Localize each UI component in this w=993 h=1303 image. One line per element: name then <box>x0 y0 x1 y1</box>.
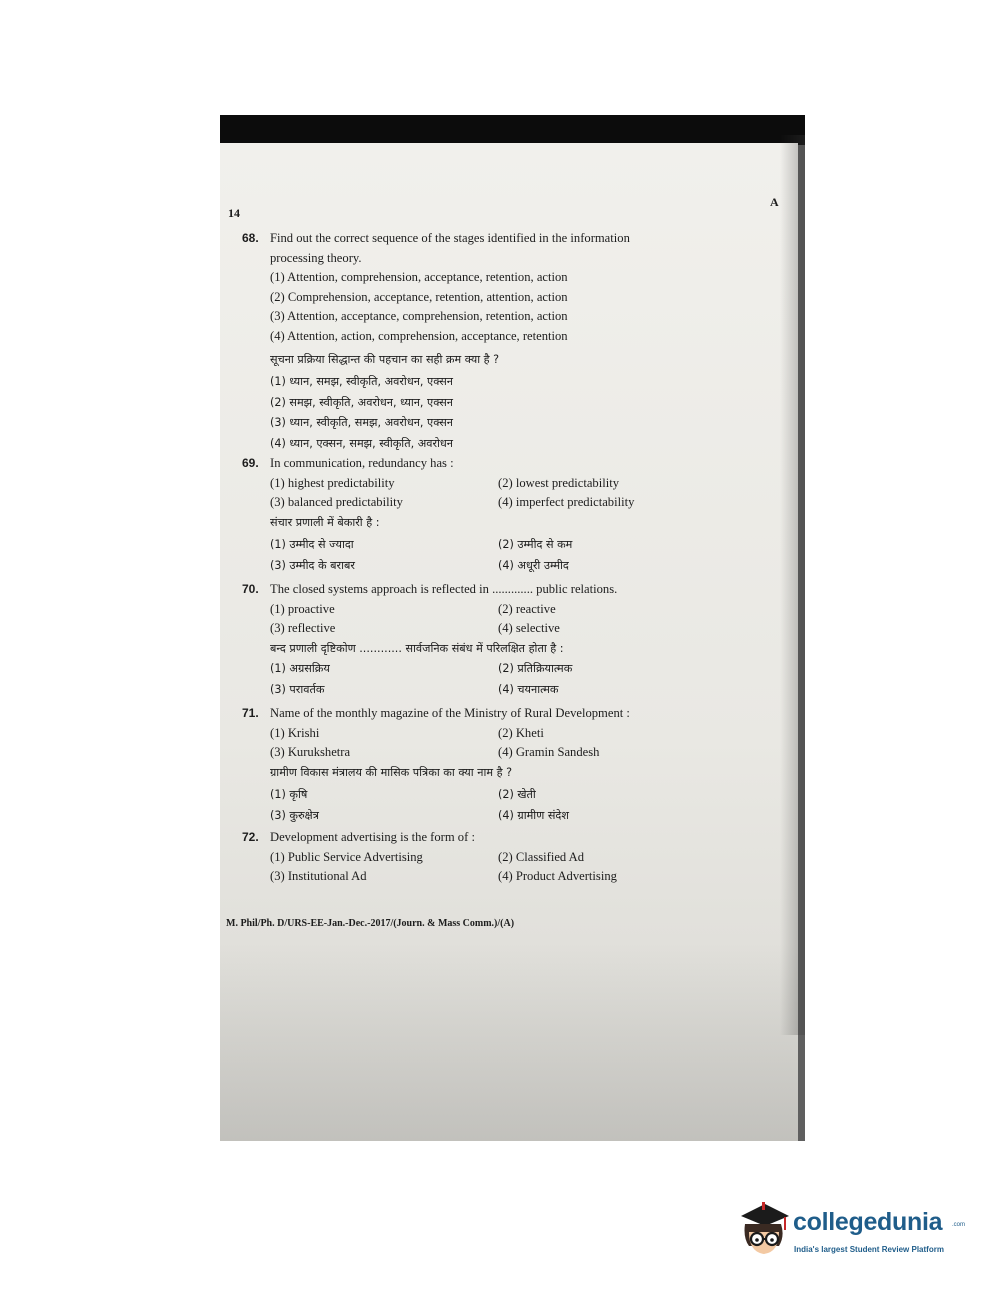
scanned-page-photo <box>220 115 805 1141</box>
question-70 <box>242 580 772 700</box>
question-number: 69. <box>242 456 259 470</box>
option-hi: (1) कृषि <box>270 788 308 802</box>
question-text-en: Name of the monthly magazine of the Ministry of Rural Development : <box>270 706 630 720</box>
question-72 <box>242 828 772 887</box>
question-text-en: Development advertising is the form of : <box>270 830 475 844</box>
option-hi: (3) ध्यान, स्वीकृति, समझ, अवरोधन, एक्सन <box>270 416 454 430</box>
option-en: (4) Product Advertising <box>498 869 617 884</box>
question-69 <box>242 454 772 576</box>
option-en: (1) Krishi <box>270 725 320 740</box>
option-en: (2) lowest predictability <box>498 475 620 490</box>
option-hi: (3) कुरुक्षेत्र <box>270 808 319 822</box>
option-en: (3) reflective <box>270 621 336 636</box>
option-en: (3) balanced predictability <box>270 495 403 510</box>
question-text-hi: सूचना प्रक्रिया सिद्धान्त की पहचान का सही क्रम क्या है ? <box>270 352 500 366</box>
option-en: (3) Attention, acceptance, comprehension, retention, action <box>270 309 568 324</box>
option-hi: (3) उम्मीद के बराबर <box>270 558 355 572</box>
question-text-hi: बन्द प्रणाली दृष्टिकोण ............ सार्वजनिक संबंध में परिलक्षित होता है : <box>270 641 564 655</box>
option-hi: (3) परावर्तक <box>270 682 325 696</box>
option-en: (2) Comprehension, acceptance, retention, attention, action <box>270 289 568 304</box>
option-hi: (2) खेती <box>498 788 536 802</box>
option-en: (1) Public Service Advertising <box>270 849 423 864</box>
option-hi: (4) अधूरी उम्मीद <box>498 558 569 572</box>
option-en: (2) reactive <box>498 601 556 616</box>
logo-suffix: .com <box>952 1222 966 1228</box>
option-en: (1) proactive <box>270 601 335 616</box>
option-hi: (2) उम्मीद से कम <box>498 538 573 552</box>
series-letter: A <box>770 195 779 209</box>
option-en: (3) Kurukshetra <box>270 745 351 760</box>
page-curl-shadow <box>780 135 805 1035</box>
option-hi: (2) समझ, स्वीकृति, अवरोधन, ध्यान, एक्सन <box>270 395 454 409</box>
question-text-en: In communication, redundancy has : <box>270 456 454 470</box>
question-number: 68. <box>242 231 259 245</box>
option-en: (1) Attention, comprehension, acceptance, retention, action <box>270 270 568 285</box>
question-text-en-cont: processing theory. <box>270 250 362 265</box>
logo-brand-text: collegedunia <box>793 1208 943 1236</box>
question-text-en: Find out the correct sequence of the stages identified in the information <box>270 231 630 245</box>
photo-shadow <box>220 943 798 1141</box>
question-number: 72. <box>242 830 259 844</box>
question-68 <box>242 229 772 454</box>
option-en: (4) selective <box>498 621 560 636</box>
question-number: 71. <box>242 706 259 720</box>
paper-footer: M. Phil/Ph. D/URS-EE-Jan.-Dec.-2017/(Journ. & Mass Comm.)/(A) <box>226 918 515 929</box>
option-hi: (2) प्रतिक्रियात्मक <box>498 662 573 676</box>
page-number: 14 <box>228 206 240 220</box>
option-hi: (4) ग्रामीण संदेश <box>498 808 569 822</box>
dark-top-band <box>220 115 805 145</box>
logo-tagline: India's largest Student Review Platform <box>794 1245 944 1254</box>
option-hi: (1) उम्मीद से ज्यादा <box>270 538 354 552</box>
question-71 <box>242 704 772 826</box>
option-en: (1) highest predictability <box>270 475 395 490</box>
option-hi: (4) चयनात्मक <box>498 682 559 696</box>
option-en: (4) Attention, action, comprehension, acceptance, retention <box>270 328 568 343</box>
option-en: (2) Classified Ad <box>498 849 585 864</box>
collegedunia-logo <box>735 1198 965 1268</box>
option-hi: (1) अग्रसक्रिय <box>270 662 330 676</box>
mascot-icon <box>735 1198 793 1260</box>
option-en: (2) Kheti <box>498 725 544 740</box>
question-text-hi: संचार प्रणाली में बेकारी है : <box>270 515 380 529</box>
option-en: (4) Gramin Sandesh <box>498 745 600 760</box>
exam-paper <box>220 143 798 1141</box>
option-en: (4) imperfect predictability <box>498 495 635 510</box>
option-hi: (1) ध्यान, समझ, स्वीकृति, अवरोधन, एक्सन <box>270 375 454 389</box>
question-text-hi: ग्रामीण विकास मंत्रालय की मासिक पत्रिका का क्या नाम है ? <box>270 765 513 779</box>
option-hi: (4) ध्यान, एक्सन, समझ, स्वीकृति, अवरोधन <box>270 436 454 450</box>
question-number: 70. <box>242 582 259 596</box>
question-text-en: The closed systems approach is reflected in ............. public relations. <box>270 582 618 596</box>
option-en: (3) Institutional Ad <box>270 869 367 884</box>
